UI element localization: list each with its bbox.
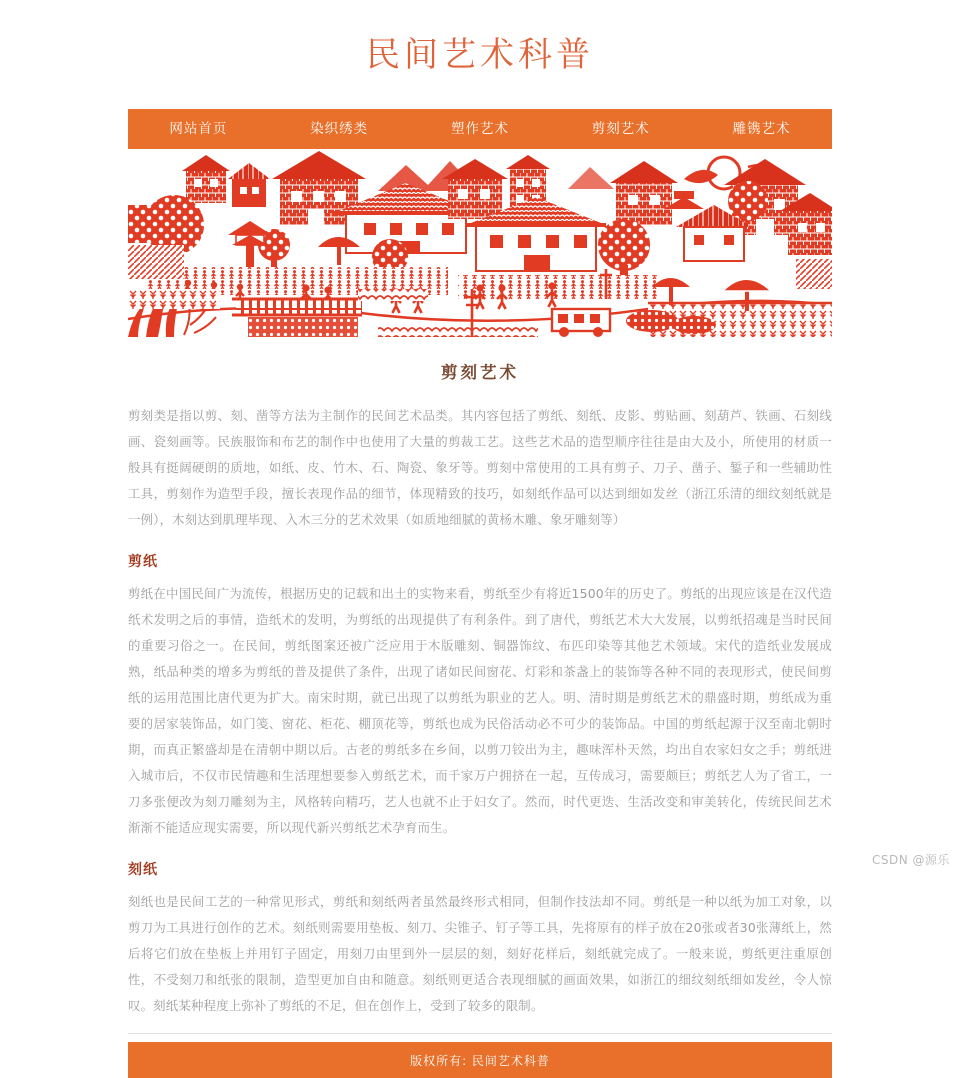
- main-navigation: [128, 109, 832, 149]
- footer-divider: [128, 1033, 832, 1034]
- nav-item-sculpting-art[interactable]: 塑作艺术: [450, 121, 509, 137]
- article: [128, 337, 832, 1019]
- section-paragraph-jianzhi: 剪纸在中国民间广为流传，根据历史的记载和出土的实物来看，剪纸至少有将近1500年的历史了。剪纸的出现应该是在汉代造纸术发明之后的事情，造纸术的发明，为剪纸的出现提供了有利条件。到了唐代，剪纸艺术大大发展，以剪纸招魂是当时民间的重要习俗之一。在民间，剪纸图案还被广泛应用于木版雕刻、铜器饰纹、布匹印染等其他艺术领域。宋代的造纸业发展成熟，纸品种类的增多为剪纸的普及提供了条件，出现了诸如民间窗花、灯彩和茶盏上的装饰等各种不同的表现形式，使民间剪纸的运用范围比唐代更为扩大。南宋时期，就已出现了以剪纸为职业的艺人。明、清时期是剪纸艺术的鼎盛时期，剪纸成为重要的居家装饰品，如门笺、窗花、柜花、棚顶花等，剪纸也成为民俗活动必不可少的装饰品。中国的剪纸起源于汉至南北朝时期，而真正繁盛却是在清朝中期以后。古老的剪纸多在乡间，以剪刀铰出为主，趣味浑朴天然，均出自农家妇女之手；剪纸进入城市后，不仅市民情趣和生活理想要参入剪纸艺术，而千家万户拥挤在一起，互传成习，需要颇巨；剪纸艺人为了省工，一刀多张便改为刻刀雕刻为主，风格转向精巧，艺人也就不止于妇女了。然而，时代更迭、生活改变和审美转化，传统民间艺术渐渐不能适应现实需要，所以现代新兴剪纸艺术孕育而生。: [128, 586, 832, 835]
- section-heading-kezhi: 刻纸: [128, 862, 158, 878]
- site-footer: [128, 1042, 832, 1078]
- nav-item-paper-cutting-art[interactable]: 剪刻艺术: [591, 121, 650, 137]
- page-title: 民间艺术科普: [366, 35, 594, 75]
- article-intro-paragraph: 剪刻类是指以剪、刻、凿等方法为主制作的民间艺术品类。其内容包括了剪纸、刻纸、皮影、剪贴画、刻葫芦、铁画、石刻线画、瓷刻画等。民族服饰和布艺的制作中也使用了大量的剪裁工艺。这些艺术品的造型顺序往往是由大及小，所使用的材质一般具有挺阔硬朗的质地，如纸、皮、竹木、石、陶瓷、象牙等。剪刻中常使用的工具有剪子、刀子、凿子、錾子和一些辅助性工具，剪刻作为造型手段，擅长表现作品的细节，体现精致的技巧，如刻纸作品可以达到细如发丝（浙江乐清的细纹刻纸就是一例），木刻达到肌理毕现、入木三分的艺术效果（如质地细腻的黄杨木雕、象牙雕刻等）: [128, 408, 832, 527]
- nav-item-home[interactable]: 网站首页: [169, 121, 228, 137]
- nav-item-carving-art[interactable]: 雕镌艺术: [732, 121, 791, 137]
- main-container: [128, 109, 832, 1078]
- papercut-village-banner: [128, 149, 832, 337]
- nav-item-dyeing-weaving-embroidery[interactable]: 染织绣类: [310, 121, 369, 137]
- article-title: 剪刻艺术: [441, 363, 519, 382]
- section-heading-jianzhi: 剪纸: [128, 554, 158, 570]
- section-paragraph-kezhi: 刻纸也是民间工艺的一种常见形式，剪纸和刻纸两者虽然最终形式相同，但制作技法却不同。剪纸是一种以纸为加工对象，以剪刀为工具进行创作的艺术。刻纸则需要用垫板、刻刀、尖锥子、钉子等工具，先将原有的样子放在20张或者30张薄纸上，然后将它们放在垫板上并用钉子固定，用刻刀由里到外一层层的刻，刻好花样后，刻纸就完成了。一般来说，剪纸更注重原创性，不受刻刀和纸张的限制，造型更加自由和随意。刻纸则更适合表现细腻的画面效果，如浙江的细纹刻纸细如发丝，令人惊叹。刻纸某种程度上弥补了剪纸的不足，但在创作上，受到了较多的限制。: [128, 894, 832, 1013]
- csdn-watermark: CSDN @源乐: [871, 853, 950, 867]
- copyright-text: 版权所有: 民间艺术科普: [410, 1053, 550, 1068]
